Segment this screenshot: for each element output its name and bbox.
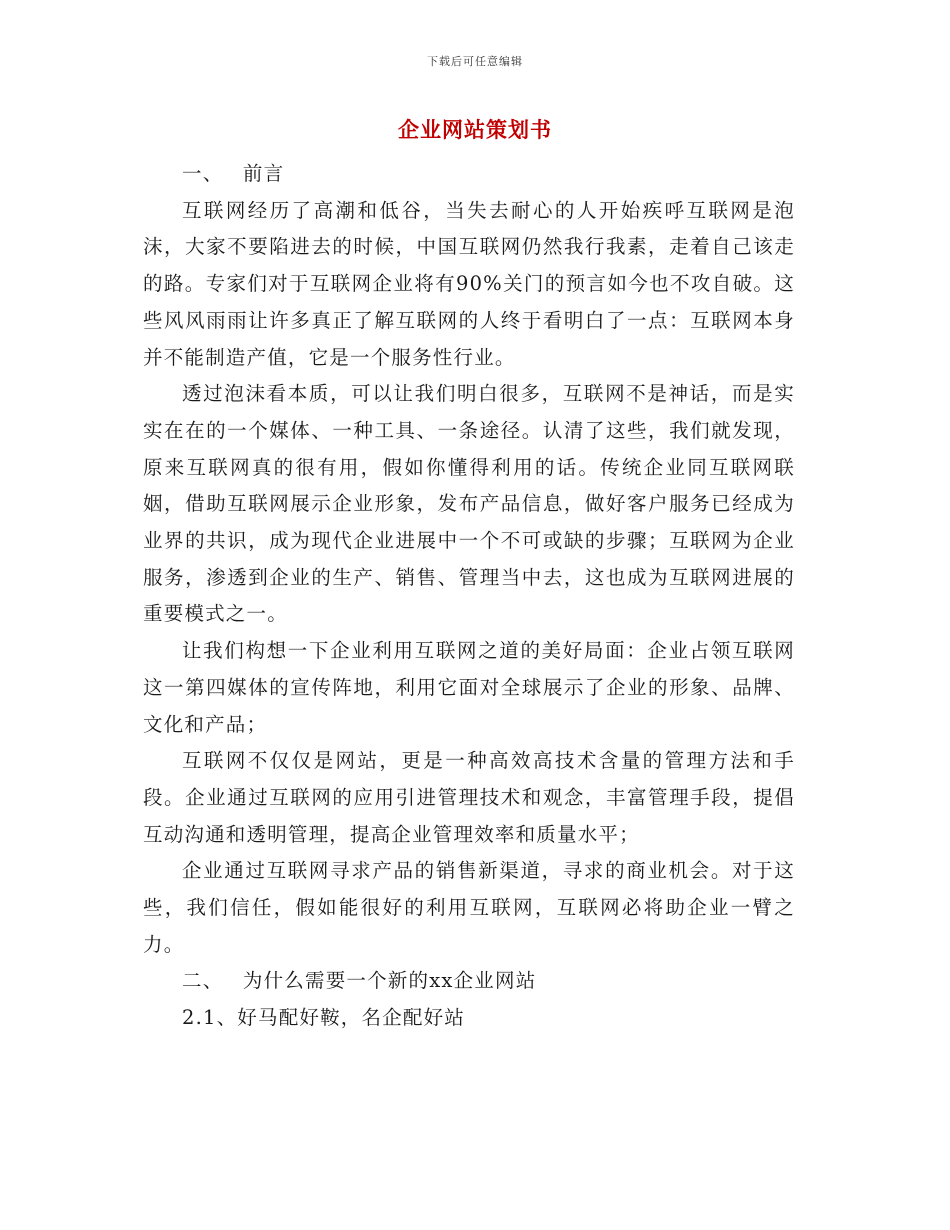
section-number: 二、	[182, 969, 224, 993]
paragraph: 互联网经历了高潮和低谷，当失去耐心的人开始疾呼互联网是泡沫，大家不要陷进去的时候，中国互联网仍然我行我素，走着自己该走的路。专家们对于互联网企业将有90%关门的预言如今也不攻自破。这些风风雨雨让许多真正了解互联网的人终于看明白了一点：互联网本身并不能制造产值，它是一个服务性行业。	[143, 198, 795, 369]
document-body	[143, 156, 795, 1037]
paragraph: 让我们构想一下企业利用互联网之道的美好局面：企业占领互联网这一第四媒体的宣传阵地，利用它面对全球展示了企业的形象、品牌、文化和产品；	[143, 639, 795, 736]
section-title: 前言	[242, 162, 285, 185]
section-number: 一、	[182, 162, 224, 185]
paragraph: 透过泡沫看本质，可以让我们明白很多，互联网不是神话，而是实实在在的一个媒体、一种工具、一条途径。认清了这些，我们就发现，原来互联网真的很有用，假如你懂得利用的话。传统企业同互联网联姻，借助互联网展示企业形象，发布产品信息，做好客户服务已经成为业界的共识，成为现代企业进展中一个不可或缺的步骤；互联网为企业服务，渗透到企业的生产、销售、管理当中去，这也成为互联网进展的重要模式之一。	[143, 382, 795, 626]
section-title: 为什么需要一个新的xx企业网站	[242, 969, 537, 993]
section-heading-preface	[143, 156, 795, 193]
section-heading-why-new-site	[143, 963, 795, 1000]
document-title: 企业网站策划书	[398, 117, 552, 142]
header-note: 下载后可任意编辑	[427, 55, 523, 68]
paragraph: 互联网不仅仅是网站，更是一种高效高技术含量的管理方法和手段。企业通过互联网的应用引进管理技术和观念，丰富管理手段，提倡互动沟通和透明管理，提高企业管理效率和质量水平；	[143, 749, 795, 846]
subsection-heading: 2.1、好马配好鞍，名企配好站	[182, 1006, 466, 1030]
paragraph: 企业通过互联网寻求产品的销售新渠道，寻求的商业机会。对于这些，我们信任，假如能很好的利用互联网，互联网必将助企业一臂之力。	[143, 859, 795, 956]
